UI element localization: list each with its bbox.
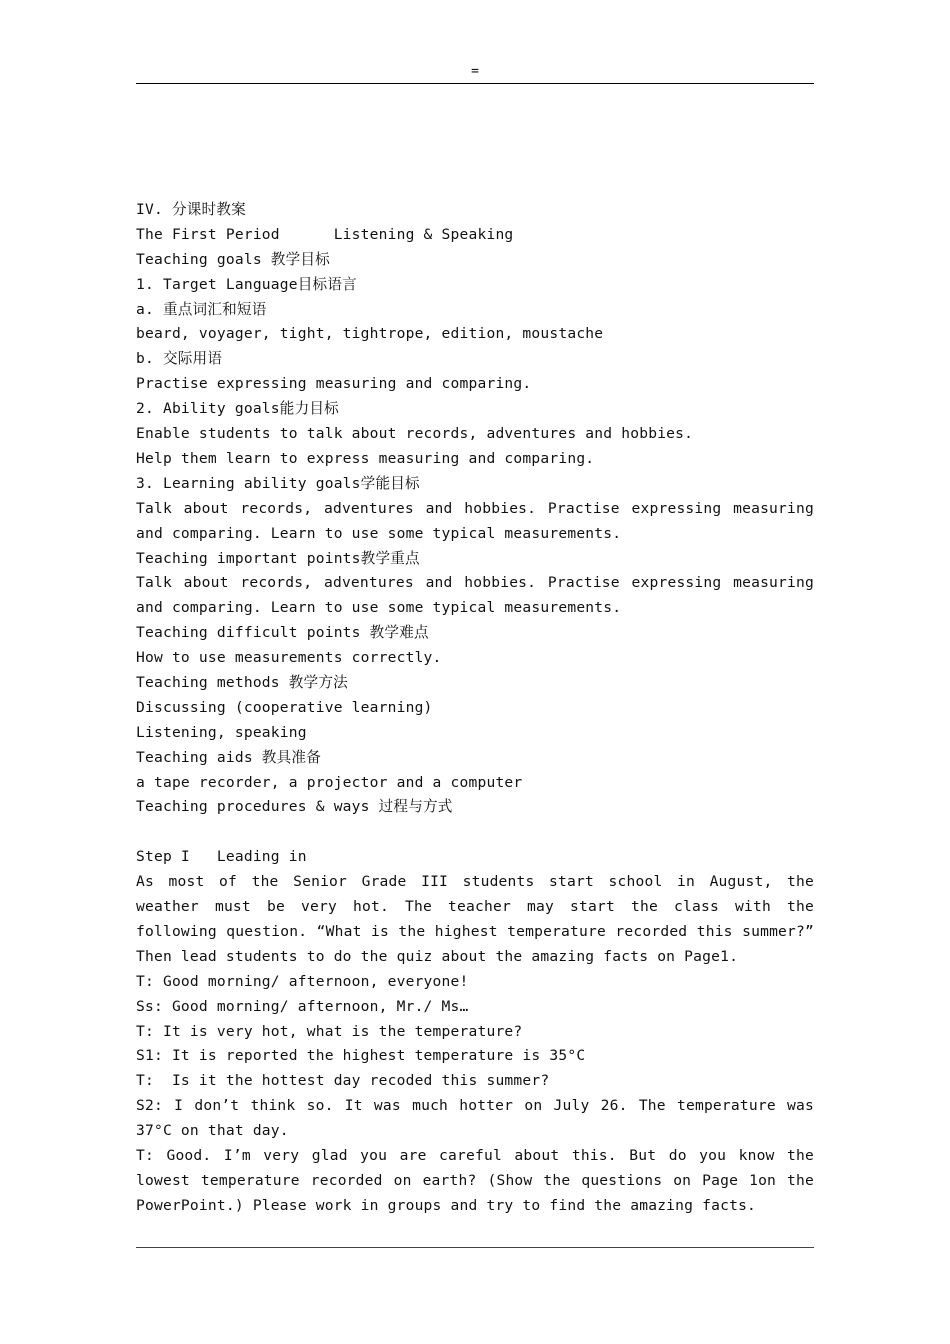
ability-goals-line-1: Enable students to talk about records, adventures and hobbies. xyxy=(136,425,694,443)
aids-heading: Teaching aids 教具准备 xyxy=(136,748,321,766)
section-heading: IV. 分课时教案 xyxy=(136,201,246,218)
teaching-goals-heading: Teaching goals 教学目标 xyxy=(136,250,330,268)
learning-ability-paragraph: Talk about records, adventures and hobbies. Practise expressing measuring and comparing. Learn to use some typical measurements. xyxy=(136,499,814,542)
header-mark: = xyxy=(471,64,479,79)
dialogue-line: T: Good morning/ afternoon, everyone! xyxy=(136,972,469,990)
target-language-heading: 1. Target Language目标语言 xyxy=(136,275,357,293)
dialogue-paragraph: T: Good. I’m very glad you are careful about this. But do you know the lowest temperature recorded on earth? (Show the questions on Page 1on the PowerPoint.) Please work in groups and try to find the amazing facts. xyxy=(136,1147,814,1214)
methods-line-1: Discussing (cooperative learning) xyxy=(136,698,433,716)
footer-rule xyxy=(136,1247,814,1248)
procedures-heading: Teaching procedures & ways 过程与方式 xyxy=(136,798,453,816)
important-points-heading: Teaching important points教学重点 xyxy=(136,549,420,567)
difficult-points-heading: Teaching difficult points 教学难点 xyxy=(136,624,429,642)
expressions-text: Practise expressing measuring and comparing. xyxy=(136,375,532,393)
ability-goals-heading: 2. Ability goals能力目标 xyxy=(136,400,339,418)
methods-heading: Teaching methods 教学方法 xyxy=(136,673,348,691)
header-rule xyxy=(136,83,814,84)
lesson-plan-body xyxy=(136,198,814,1219)
step-intro-paragraph: As most of the Senior Grade III students start school in August, the weather must be very hot. The teacher may start the class with the following question. “What is the highest temperature recorded this summer?” Then lead students to do the quiz about the amazing facts on Page1. xyxy=(136,873,814,965)
important-points-paragraph: Talk about records, adventures and hobbies. Practise expressing measuring and comparing. Learn to use some typical measurements. xyxy=(136,574,814,617)
vocabulary-heading: a. 重点词汇和短语 xyxy=(136,300,267,318)
spacer xyxy=(136,820,814,845)
expressions-heading: b. 交际用语 xyxy=(136,350,223,368)
step-heading: Step I Leading in xyxy=(136,848,307,866)
aids-text: a tape recorder, a projector and a computer xyxy=(136,773,523,791)
difficult-points-text: How to use measurements correctly. xyxy=(136,649,442,667)
vocabulary-list: beard, voyager, tight, tightrope, edition, moustache xyxy=(136,325,604,343)
dialogue-line: T: Is it the hottest day recoded this summer? xyxy=(136,1072,550,1090)
learning-ability-heading: 3. Learning ability goals学能目标 xyxy=(136,474,420,492)
ability-goals-line-2: Help them learn to express measuring and comparing. xyxy=(136,449,595,467)
dialogue-line: S1: It is reported the highest temperature is 35°C xyxy=(136,1047,586,1065)
methods-line-2: Listening, speaking xyxy=(136,723,307,741)
dialogue-line: Ss: Good morning/ afternoon, Mr./ Ms… xyxy=(136,997,469,1015)
period-title: The First Period Listening & Speaking xyxy=(136,225,514,243)
dialogue-line: T: It is very hot, what is the temperature? xyxy=(136,1022,523,1040)
dialogue-paragraph: S2: I don’t think so. It was much hotter on July 26. The temperature was 37°C on that day. xyxy=(136,1097,814,1140)
